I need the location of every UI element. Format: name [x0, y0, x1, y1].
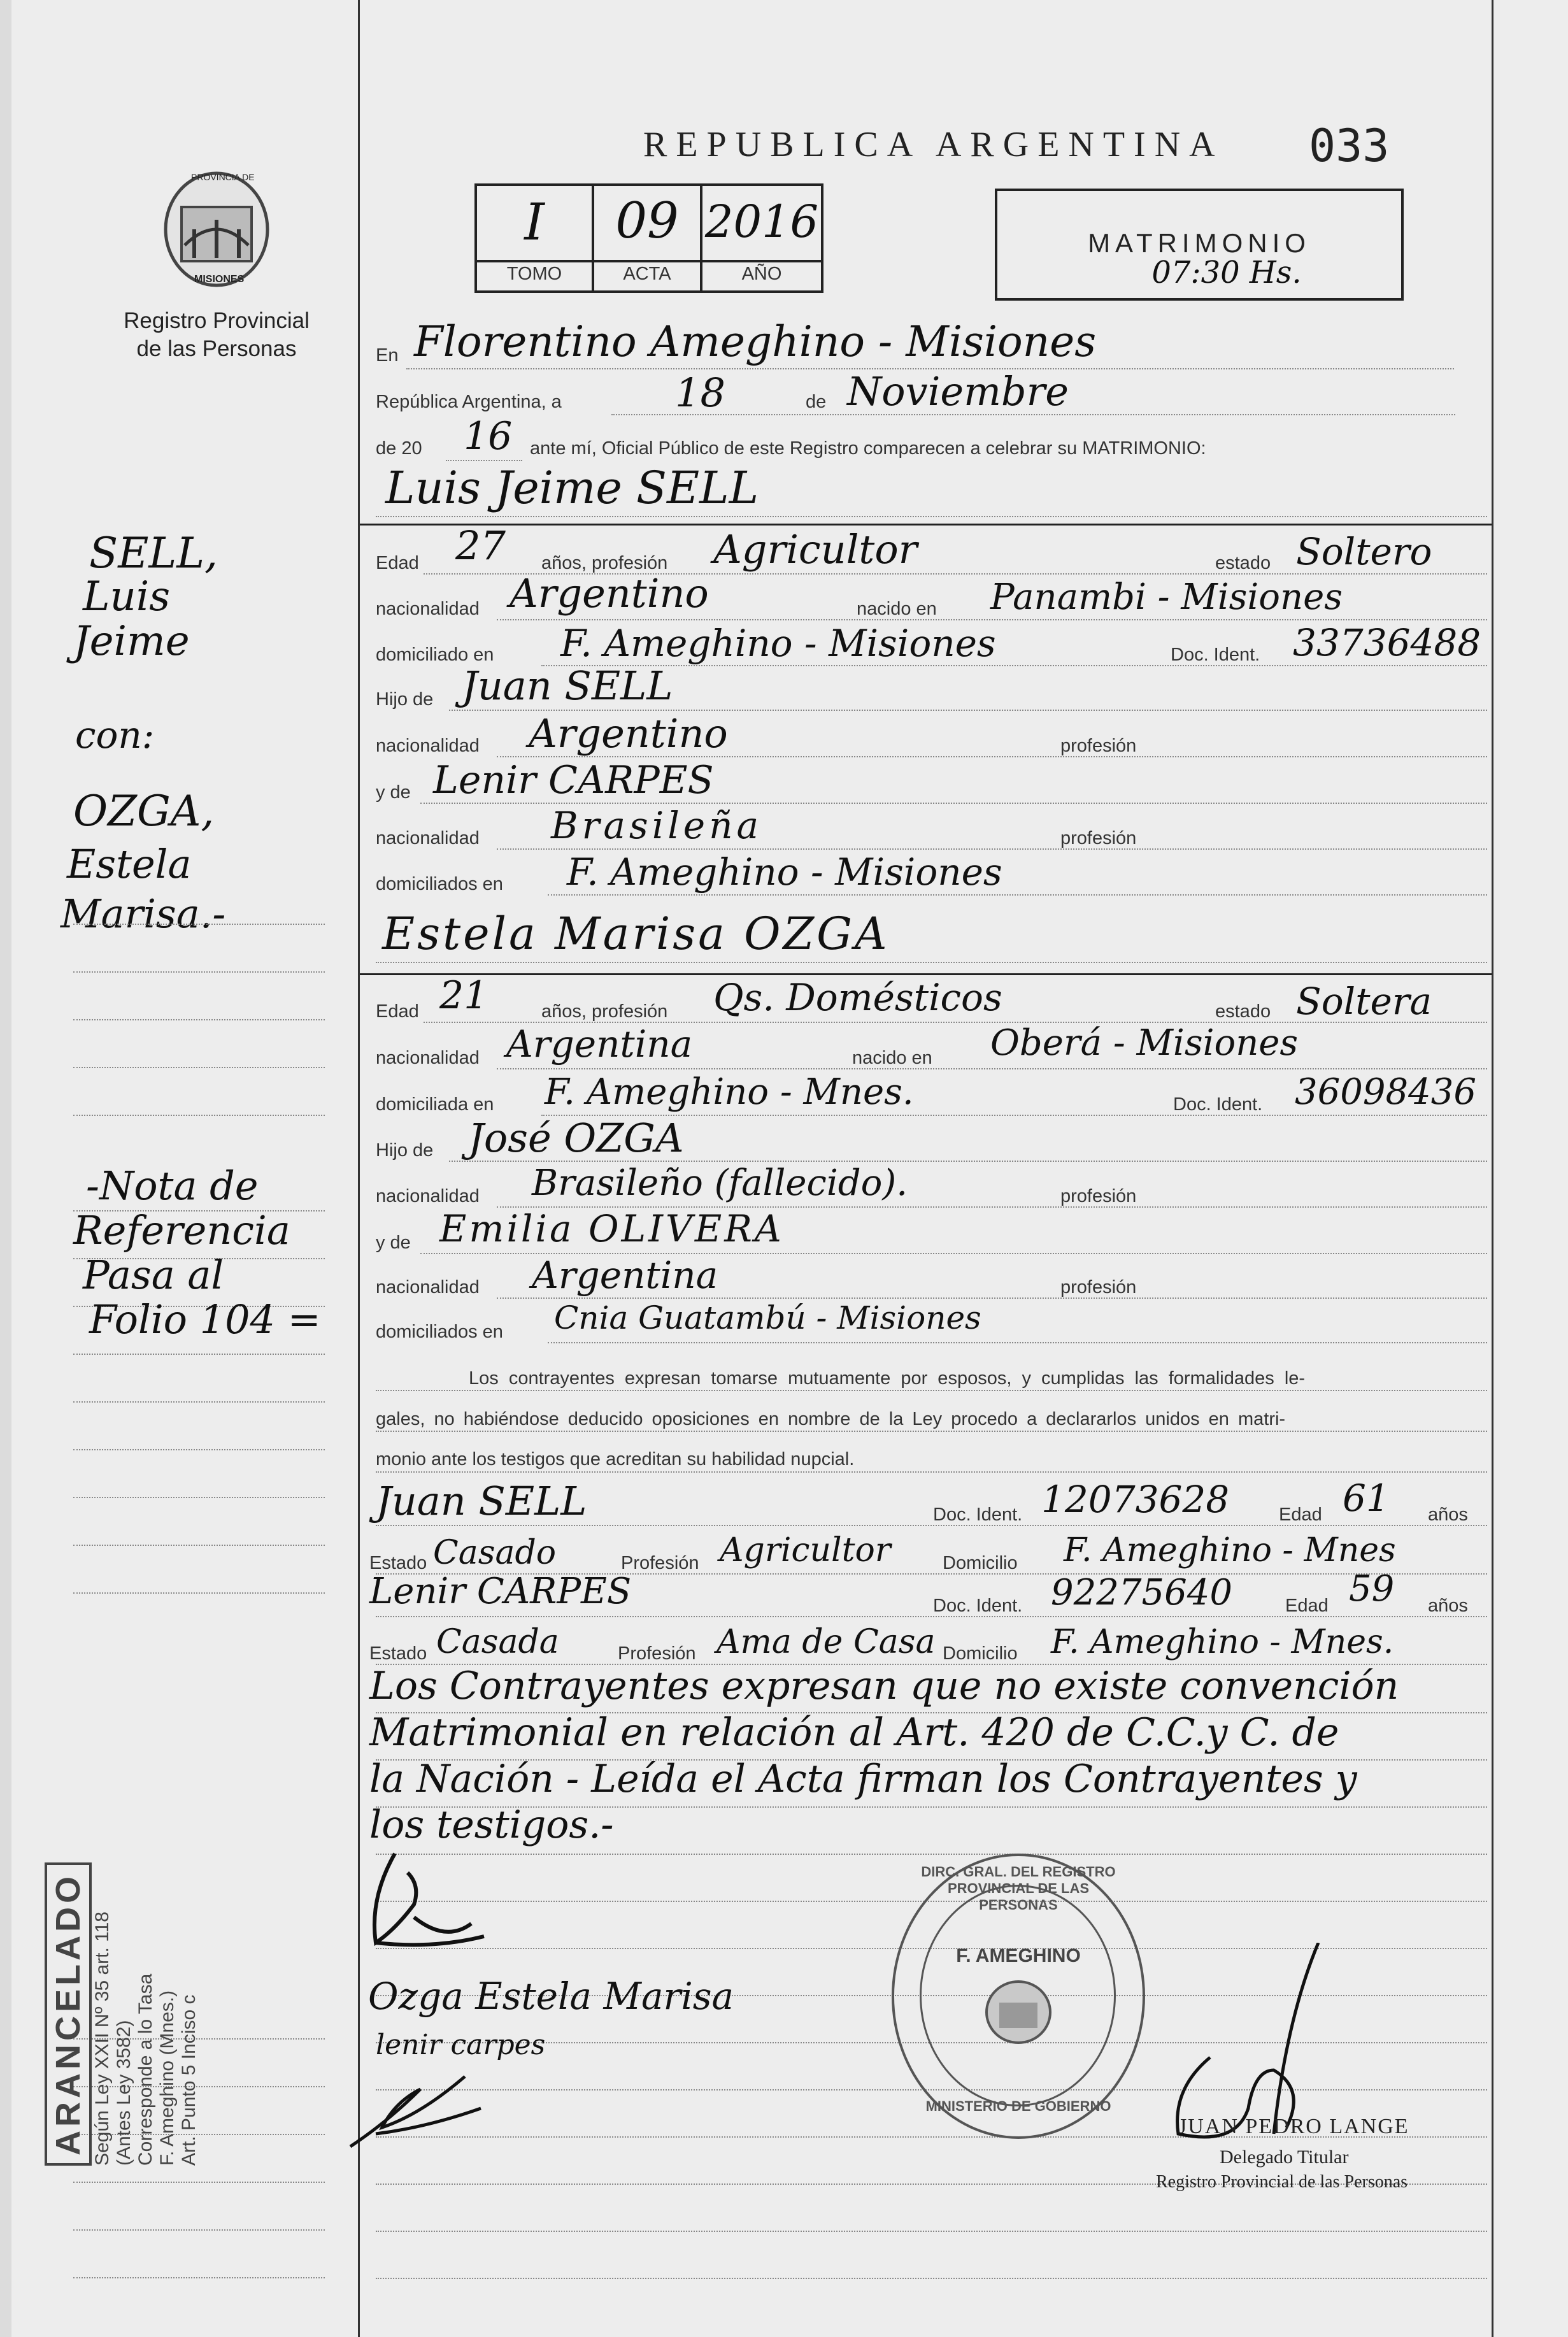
witness2-doc-label: Doc. Ident. — [933, 1596, 1023, 1616]
bride-dom-label: domiciliada en — [376, 1094, 494, 1115]
bride-birthplace: Oberá - Misiones — [990, 1022, 1299, 1064]
year-prefix: de 20 — [376, 438, 422, 459]
bride-age: 21 — [439, 973, 488, 1018]
margin-divider — [358, 0, 360, 2337]
witness2-prof-label: Profesión — [618, 1643, 696, 1664]
witness2-estado-label: Estado — [369, 1643, 427, 1664]
groom-age-unit: años, profesión — [541, 553, 668, 573]
bride-mother: Emilia OLIVERA — [439, 1207, 784, 1250]
witness1-age: 61 — [1343, 1476, 1390, 1520]
groom-father: Juan SELL — [462, 662, 673, 709]
bride-nat-label: nacionalidad — [376, 1048, 480, 1068]
country-title: REPUBLICA ARGENTINA — [643, 125, 1224, 164]
groom-estado-label: estado — [1215, 553, 1271, 573]
margin-names-l7: Marisa.- — [61, 890, 226, 937]
witness2-edad-label: Edad — [1285, 1596, 1329, 1616]
margin-ref-l3: Pasa al — [83, 1252, 224, 1298]
bride-parents-dom-label: domiciliados en — [376, 1322, 503, 1342]
bride-father-nat: Brasileño (fallecido). — [532, 1162, 908, 1204]
record-box — [474, 183, 823, 293]
act-type-title: MATRIMONIO — [1088, 228, 1311, 258]
anio-label: AÑO — [741, 264, 782, 284]
seal-text-bottom: MISIONES — [194, 274, 245, 285]
groom-mother-nat: Brasileña — [551, 804, 763, 847]
groom-mother-prof-label: profesión — [1060, 828, 1137, 848]
groom-father-prof-label: profesión — [1060, 736, 1137, 756]
witness1-doc: 12073628 — [1041, 1478, 1230, 1521]
institution-name — [115, 307, 318, 363]
official-stamp-bottom: MINISTERIO DE GOBIERNO — [925, 2098, 1111, 2114]
groom-parents-dom-label: domiciliados en — [376, 874, 503, 894]
bride-section-rule — [360, 973, 1492, 975]
witness2-profession: Ama de Casa — [716, 1623, 936, 1661]
groom-name: Luis Jeime SELL — [385, 462, 759, 514]
declaration-line2: gales, no habiéndose deducido oposiciones en nombre de la Ley procedo a declararlos unidos en matri- — [376, 1409, 1286, 1429]
witness1-doc-label: Doc. Ident. — [933, 1504, 1023, 1525]
institution-line2: de las Personas — [136, 336, 297, 361]
arancel-l1: Según Ley XXII Nº 35 art. 118 — [92, 1912, 113, 2166]
margin-names-l6: Estela — [67, 841, 192, 887]
bride-mother-nat-label: nacionalidad — [376, 1277, 480, 1297]
bride-parents-domicile: Cnia Guatambú - Misiones — [554, 1299, 981, 1336]
margin-names-l2: Luis — [83, 573, 171, 620]
republic-label: República Argentina, a — [376, 392, 562, 412]
groom-signature-icon — [357, 1847, 497, 1962]
witness1-estado-label: Estado — [369, 1553, 427, 1573]
officer-org: Registro Provincial de las Personas — [1156, 2172, 1408, 2192]
notes-line1: Los Contrayentes expresan que no existe convención — [369, 1664, 1399, 1708]
bride-mother-nat: Argentina — [532, 1254, 718, 1297]
anio-value: 2016 — [704, 196, 819, 248]
act-time: 07:30 Hs. — [1151, 255, 1302, 290]
margin-ref-l2: Referencia — [73, 1207, 290, 1254]
witness2-signature: lenir carpes — [376, 2029, 546, 2061]
declaration-line1: Los contrayentes expresan tomarse mutuamente por esposos, y cumplidas las formalidades le- — [469, 1368, 1306, 1389]
bride-profession: Qs. Domésticos — [713, 976, 1002, 1019]
witness1-edad-label: Edad — [1279, 1504, 1322, 1525]
groom-mother: Lenir CARPES — [433, 758, 714, 803]
arancel-l4: F. Ameghino (Mnes.) — [157, 1990, 178, 2166]
groom-profession: Agricultor — [713, 526, 918, 573]
bride-nationality: Argentina — [506, 1022, 693, 1066]
year-suffix: 16 — [464, 414, 513, 459]
witness1-name: Juan SELL — [376, 1478, 587, 1524]
bride-civil-status: Soltera — [1296, 980, 1432, 1023]
witness1-profession: Agricultor — [720, 1531, 891, 1569]
bride-edad-label: Edad — [376, 1001, 419, 1022]
groom-parents-domicile: F. Ameghino - Misiones — [567, 850, 1002, 894]
groom-civil-status: Soltero — [1296, 530, 1432, 573]
notes-line2: Matrimonial en relación al Art. 420 de C.C.y C. de — [369, 1710, 1339, 1755]
groom-edad-label: Edad — [376, 553, 419, 573]
officer-name: JUAN PEDRO LANGE — [1178, 2115, 1409, 2138]
officer-title: Delegado Titular — [1220, 2147, 1349, 2168]
groom-domicile: F. Ameghino - Misiones — [560, 622, 996, 665]
declaration-line3: monio ante los testigos que acreditan su habilidad nupcial. — [376, 1449, 855, 1469]
witness1-age-unit: años — [1428, 1504, 1468, 1525]
groom-doc-label: Doc. Ident. — [1171, 645, 1260, 665]
arancel-l3: Corresponde a lo Tasa — [135, 1973, 156, 2166]
witness2-dom-label: Domicilio — [943, 1643, 1018, 1664]
groom-nat-label: nacionalidad — [376, 599, 480, 619]
witness1-domicile: F. Ameghino - Mnes — [1064, 1531, 1396, 1569]
witness1-estado: Casado — [433, 1534, 557, 1572]
bride-father: José OZGA — [468, 1115, 684, 1161]
tomo-label: TOMO — [506, 264, 562, 284]
bride-mother-prof-label: profesión — [1060, 1277, 1137, 1297]
witness2-name: Lenir CARPES — [369, 1571, 632, 1612]
groom-section-rule — [360, 524, 1492, 525]
bride-domicile: F. Ameghino - Mnes. — [545, 1071, 914, 1113]
witness1-signature-icon — [344, 2064, 490, 2153]
registro-logo — [159, 169, 274, 293]
margin-names-l1: SELL, — [89, 529, 218, 578]
page-number: 033 — [1309, 120, 1390, 172]
arancel-l2: (Antes Ley 3582) — [113, 2020, 134, 2166]
groom-born-label: nacido en — [857, 599, 937, 619]
groom-nationality: Argentino — [510, 570, 709, 617]
groom-mother-nat-label: nacionalidad — [376, 828, 480, 848]
right-border — [1492, 0, 1493, 2337]
province-seal-icon-stamp — [980, 1977, 1057, 2047]
notes-line3: la Nación - Leída el Acta firman los Contrayentes y — [369, 1757, 1357, 1801]
left-edge-shadow — [0, 0, 11, 2337]
groom-birthplace: Panambi - Misiones — [990, 576, 1343, 618]
day-value: 18 — [675, 369, 725, 416]
arancelado-stamp — [45, 1720, 210, 2166]
appear-text: ante mí, Oficial Público de este Registro comparecen a celebrar su MATRIMONIO: — [530, 438, 1206, 459]
margin-ref-l4: Folio 104 = — [89, 1296, 321, 1343]
margin-names-l4: con: — [75, 713, 155, 757]
arancel-title: ARANCELADO — [45, 1862, 92, 2166]
groom-father-nat-label: nacionalidad — [376, 736, 480, 756]
witness2-doc: 92275640 — [1051, 1572, 1233, 1613]
acta-label: ACTA — [623, 264, 671, 284]
bride-mother-label: y de — [376, 1233, 411, 1253]
bride-estado-label: estado — [1215, 1001, 1271, 1022]
bride-signature: Ozga Estela Marisa — [368, 1975, 734, 2018]
en-label: En — [376, 345, 399, 366]
acta-value: 09 — [615, 192, 679, 250]
groom-dom-label: domiciliado en — [376, 645, 494, 665]
witness2-domicile: F. Ameghino - Mnes. — [1051, 1623, 1394, 1661]
bride-father-prof-label: profesión — [1060, 1186, 1137, 1206]
seal-text-top: PROVINCIA DE — [191, 172, 255, 182]
arancel-l5: Art. Punto 5 Inciso c — [178, 1994, 199, 2166]
groom-father-label: Hijo de — [376, 689, 434, 710]
bride-name: Estela Marisa OZGA — [382, 908, 890, 960]
official-stamp-ring: DIRC. GRAL. DEL REGISTRO PROVINCIAL DE LAS PERSONAS — [921, 1864, 1116, 1913]
groom-mother-label: y de — [376, 782, 411, 803]
witness2-estado: Casada — [436, 1623, 559, 1661]
groom-doc: 33736488 — [1293, 621, 1481, 664]
margin-ref-l1: -Nota de — [86, 1162, 259, 1209]
tomo-value: I — [524, 192, 545, 252]
institution-line1: Registro Provincial — [124, 308, 310, 333]
act-type-box — [995, 189, 1404, 301]
witness2-age-unit: años — [1428, 1596, 1468, 1616]
official-stamp — [892, 1854, 1145, 2139]
notes-line4: los testigos.- — [369, 1803, 614, 1847]
groom-father-nat: Argentino — [529, 710, 728, 757]
place-value: Florentino Ameghino - Misiones — [414, 317, 1097, 366]
witness1-prof-label: Profesión — [621, 1553, 699, 1573]
witness1-dom-label: Domicilio — [943, 1553, 1018, 1573]
bride-age-unit: años, profesión — [541, 1001, 668, 1022]
de-label: de — [806, 392, 827, 412]
margin-names-l3: Jeime — [73, 618, 190, 665]
margin-names-l5: OZGA, — [73, 787, 215, 836]
groom-age: 27 — [455, 522, 506, 569]
bride-doc-label: Doc. Ident. — [1173, 1094, 1263, 1115]
bride-father-label: Hijo de — [376, 1140, 434, 1161]
bride-born-label: nacido en — [852, 1048, 932, 1068]
witness2-age: 59 — [1349, 1568, 1395, 1610]
month-value: Noviembre — [847, 368, 1069, 415]
bride-father-nat-label: nacionalidad — [376, 1186, 480, 1206]
official-stamp-center: F. AMEGHINO — [956, 1945, 1081, 1966]
bride-doc: 36098436 — [1295, 1071, 1477, 1113]
